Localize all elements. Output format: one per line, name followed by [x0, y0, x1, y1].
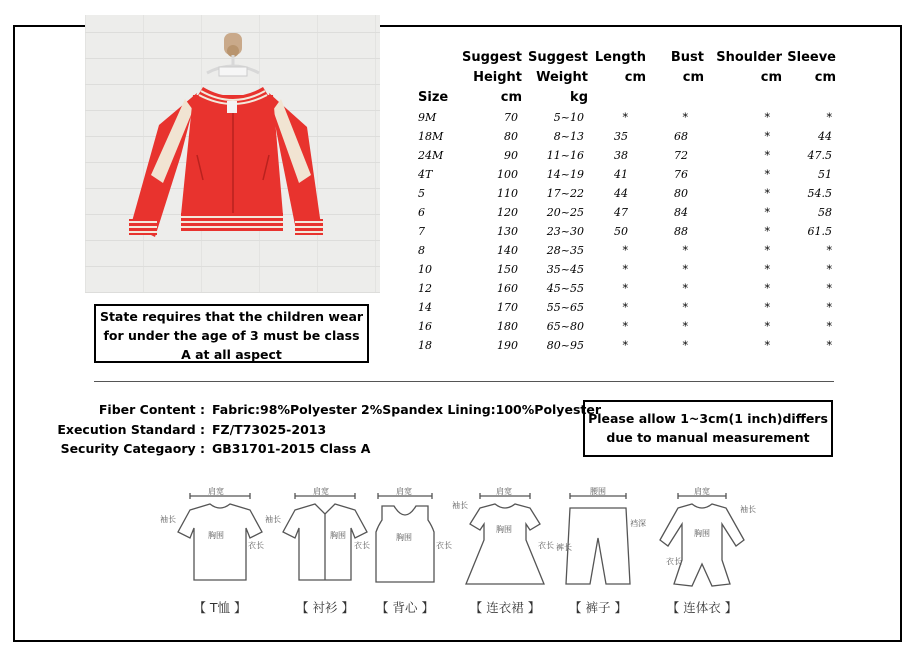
- cell-sleeve: 44: [818, 130, 832, 143]
- tshirt-sleeve-label: 袖长: [160, 515, 176, 524]
- cell-length: *: [622, 263, 628, 276]
- size-row: [418, 279, 836, 298]
- cell-shoulder: *: [764, 244, 770, 257]
- cell-sleeve: *: [826, 244, 832, 257]
- dress-shoulder-label: 肩宽: [496, 487, 512, 496]
- header-height-l3: cm: [500, 90, 522, 105]
- cell-length: *: [622, 301, 628, 314]
- caption-pants: 【 裤子 】: [569, 600, 627, 615]
- cell-height: 70: [504, 111, 518, 124]
- cell-height: 130: [497, 225, 518, 238]
- execution-standard-label: Execution Standard :: [57, 421, 205, 437]
- cell-sleeve: *: [826, 282, 832, 295]
- header-size: [418, 48, 462, 108]
- cell-shoulder: *: [764, 320, 770, 333]
- cell-size: 7: [418, 225, 425, 238]
- tshirt-chest-label: 胸围: [208, 531, 224, 540]
- measurement-allowance-note: Please allow 1~3cm(1 inch)differs due to manual measurement: [583, 400, 833, 457]
- dress-sleeve-label: 袖长: [452, 501, 468, 510]
- size-row: [418, 146, 836, 165]
- spec-labels: [20, 400, 205, 459]
- tshirt-shoulder-label: 肩宽: [208, 487, 224, 496]
- cell-sleeve: 47.5: [807, 149, 832, 162]
- cell-length: *: [622, 111, 628, 124]
- size-row: [418, 108, 836, 127]
- cell-bust: 76: [674, 168, 688, 181]
- size-row: [418, 260, 836, 279]
- cell-height: 90: [504, 149, 518, 162]
- cell-size: 24M: [418, 149, 444, 162]
- size-row: [418, 317, 836, 336]
- shirt-shoulder-label: 肩宽: [313, 487, 329, 496]
- cell-size: 18M: [418, 130, 444, 143]
- cell-weight: 35~45: [546, 263, 584, 276]
- cell-size: 9M: [418, 111, 437, 124]
- cell-size: 10: [418, 263, 432, 276]
- header-length: [588, 48, 646, 108]
- cell-sleeve: 51: [818, 168, 832, 181]
- security-category-value: GB31701-2015 Class A: [212, 441, 371, 456]
- size-row: [418, 127, 836, 146]
- header-weight-l2: Weight: [536, 70, 588, 85]
- cell-weight: 80~95: [546, 339, 584, 352]
- security-category-label: Security Categaory :: [60, 441, 205, 456]
- size-table-body: [418, 108, 836, 355]
- vest-chest-label: 胸围: [396, 533, 412, 542]
- product-photo: [85, 15, 380, 293]
- header-bust-l2: cm: [682, 70, 704, 85]
- vest-shoulder-label: 肩宽: [396, 487, 412, 496]
- size-row: [418, 336, 836, 355]
- cell-weight: 55~65: [546, 301, 584, 314]
- jacket-illustration: [85, 15, 380, 293]
- cell-size: 16: [418, 320, 432, 333]
- shirt-chest-label: 胸围: [330, 531, 346, 540]
- cell-shoulder: *: [764, 187, 770, 200]
- size-table: [418, 48, 836, 355]
- cell-bust: *: [682, 263, 688, 276]
- header-height: [462, 48, 522, 108]
- size-row: [418, 203, 836, 222]
- cell-sleeve: 58: [818, 206, 832, 219]
- header-sleeve-l2: cm: [814, 70, 836, 85]
- header-weight-l3: kg: [570, 90, 588, 105]
- cell-weight: 45~55: [546, 282, 584, 295]
- cell-length: 50: [614, 225, 628, 238]
- romper-shoulder-label: 肩宽: [694, 487, 710, 496]
- header-size-label: Size: [418, 90, 449, 105]
- execution-standard-value: FZ/T73025-2013: [212, 421, 327, 437]
- vest-length-label: 衣长: [436, 541, 452, 550]
- cell-weight: 28~35: [546, 244, 584, 257]
- cell-height: 180: [497, 320, 518, 333]
- fiber-content-value: Fabric:98%Polyester 2%Spandex Lining:100%Polyester: [212, 402, 601, 417]
- cell-height: 160: [497, 282, 518, 295]
- dress-length-label: 衣长: [538, 541, 554, 550]
- cell-height: 150: [497, 263, 518, 276]
- cell-length: 41: [614, 168, 628, 181]
- cell-size: 14: [418, 301, 432, 314]
- cell-shoulder: *: [764, 149, 770, 162]
- age-requirement-note: State requires that the children wear for under the age of 3 must be class A at all aspect: [94, 304, 369, 363]
- header-bust-l1: Bust: [670, 50, 704, 65]
- caption-shirt: 【 衬衫 】: [296, 600, 354, 615]
- cell-height: 170: [497, 301, 518, 314]
- cell-height: 110: [497, 187, 518, 200]
- cell-bust: 88: [674, 225, 688, 238]
- romper-length-label: 衣长: [666, 557, 682, 566]
- cell-size: 4T: [418, 168, 433, 181]
- cell-shoulder: *: [764, 111, 770, 124]
- size-row: [418, 298, 836, 317]
- tshirt-length-label: 衣长: [248, 541, 264, 550]
- cell-bust: 68: [674, 130, 688, 143]
- cell-size: 8: [418, 244, 425, 257]
- cell-bust: *: [682, 339, 688, 352]
- shirt-length-label: 衣长: [354, 541, 370, 550]
- cell-weight: 8~13: [553, 130, 584, 143]
- pants-crotch-label: 裆深: [630, 519, 646, 528]
- cell-bust: 72: [674, 149, 688, 162]
- cell-height: 190: [497, 339, 518, 352]
- cell-shoulder: *: [764, 206, 770, 219]
- caption-tshirt: 【 T恤 】: [193, 600, 247, 615]
- cell-length: *: [622, 282, 628, 295]
- size-table-header: [418, 48, 836, 108]
- romper-sleeve-label: 袖长: [740, 505, 756, 514]
- cell-size: 5: [418, 187, 425, 200]
- pants-length-label: 裤长: [556, 543, 572, 552]
- caption-dress: 【 连衣裙 】: [469, 600, 541, 615]
- header-height-l2: Height: [473, 70, 522, 85]
- cell-weight: 17~22: [546, 187, 584, 200]
- garment-sketches: [150, 480, 790, 595]
- cell-length: 38: [614, 149, 628, 162]
- spec-values: [212, 400, 601, 459]
- cell-weight: 23~30: [546, 225, 584, 238]
- cell-sleeve: *: [826, 301, 832, 314]
- cell-size: 6: [418, 206, 425, 219]
- cell-sleeve: 54.5: [807, 187, 832, 200]
- cell-sleeve: *: [826, 339, 832, 352]
- cell-shoulder: *: [764, 263, 770, 276]
- header-sleeve-l1: Sleeve: [787, 50, 836, 65]
- cell-bust: *: [682, 301, 688, 314]
- size-row: [418, 241, 836, 260]
- cell-bust: *: [682, 111, 688, 124]
- cell-shoulder: *: [764, 225, 770, 238]
- header-sleeve: [782, 48, 836, 108]
- size-row: [418, 184, 836, 203]
- cell-shoulder: *: [764, 339, 770, 352]
- cell-sleeve: *: [826, 263, 832, 276]
- shirt-sleeve-label: 袖长: [265, 515, 281, 524]
- header-shoulder-l1: Shoulder: [716, 50, 782, 65]
- size-row: [418, 222, 836, 241]
- dress-chest-label: 胸围: [496, 525, 512, 534]
- cell-size: 18: [418, 339, 432, 352]
- cell-bust: *: [682, 244, 688, 257]
- cell-weight: 11~16: [546, 149, 584, 162]
- cell-sleeve: 61.5: [807, 225, 832, 238]
- cell-length: *: [622, 339, 628, 352]
- cell-length: *: [622, 320, 628, 333]
- pants-waist-label: 腰围: [590, 487, 606, 496]
- cell-bust: 84: [674, 206, 688, 219]
- cell-bust: *: [682, 320, 688, 333]
- fiber-content-label: Fiber Content :: [98, 402, 205, 417]
- cell-shoulder: *: [764, 168, 770, 181]
- header-shoulder-l2: cm: [760, 70, 782, 85]
- cell-length: 44: [614, 187, 628, 200]
- header-shoulder: [704, 48, 782, 108]
- header-length-l1: Length: [594, 50, 646, 65]
- caption-vest: 【 背心 】: [376, 600, 434, 615]
- header-weight-l1: Suggest: [528, 50, 588, 65]
- cell-length: 47: [614, 206, 628, 219]
- cell-bust: *: [682, 282, 688, 295]
- cell-shoulder: *: [764, 301, 770, 314]
- size-row: [418, 165, 836, 184]
- cell-weight: 20~25: [546, 206, 584, 219]
- cell-height: 80: [504, 130, 518, 143]
- cell-shoulder: *: [764, 282, 770, 295]
- header-weight: [522, 48, 588, 108]
- section-divider: [94, 381, 834, 382]
- caption-romper: 【 连体衣 】: [666, 600, 738, 615]
- cell-weight: 5~10: [553, 111, 584, 124]
- cell-weight: 65~80: [546, 320, 584, 333]
- romper-chest-label: 胸围: [694, 529, 710, 538]
- cell-sleeve: *: [826, 111, 832, 124]
- cell-sleeve: *: [826, 320, 832, 333]
- cell-size: 12: [418, 282, 432, 295]
- cell-height: 100: [497, 168, 518, 181]
- cell-bust: 80: [674, 187, 688, 200]
- garment-diagrams: [150, 480, 790, 630]
- cell-length: *: [622, 244, 628, 257]
- header-bust: [646, 48, 704, 108]
- cell-length: 35: [614, 130, 628, 143]
- cell-weight: 14~19: [546, 168, 584, 181]
- header-length-l2: cm: [624, 70, 646, 85]
- header-height-l1: Suggest: [462, 50, 522, 65]
- cell-shoulder: *: [764, 130, 770, 143]
- cell-height: 120: [497, 206, 518, 219]
- cell-height: 140: [497, 244, 518, 257]
